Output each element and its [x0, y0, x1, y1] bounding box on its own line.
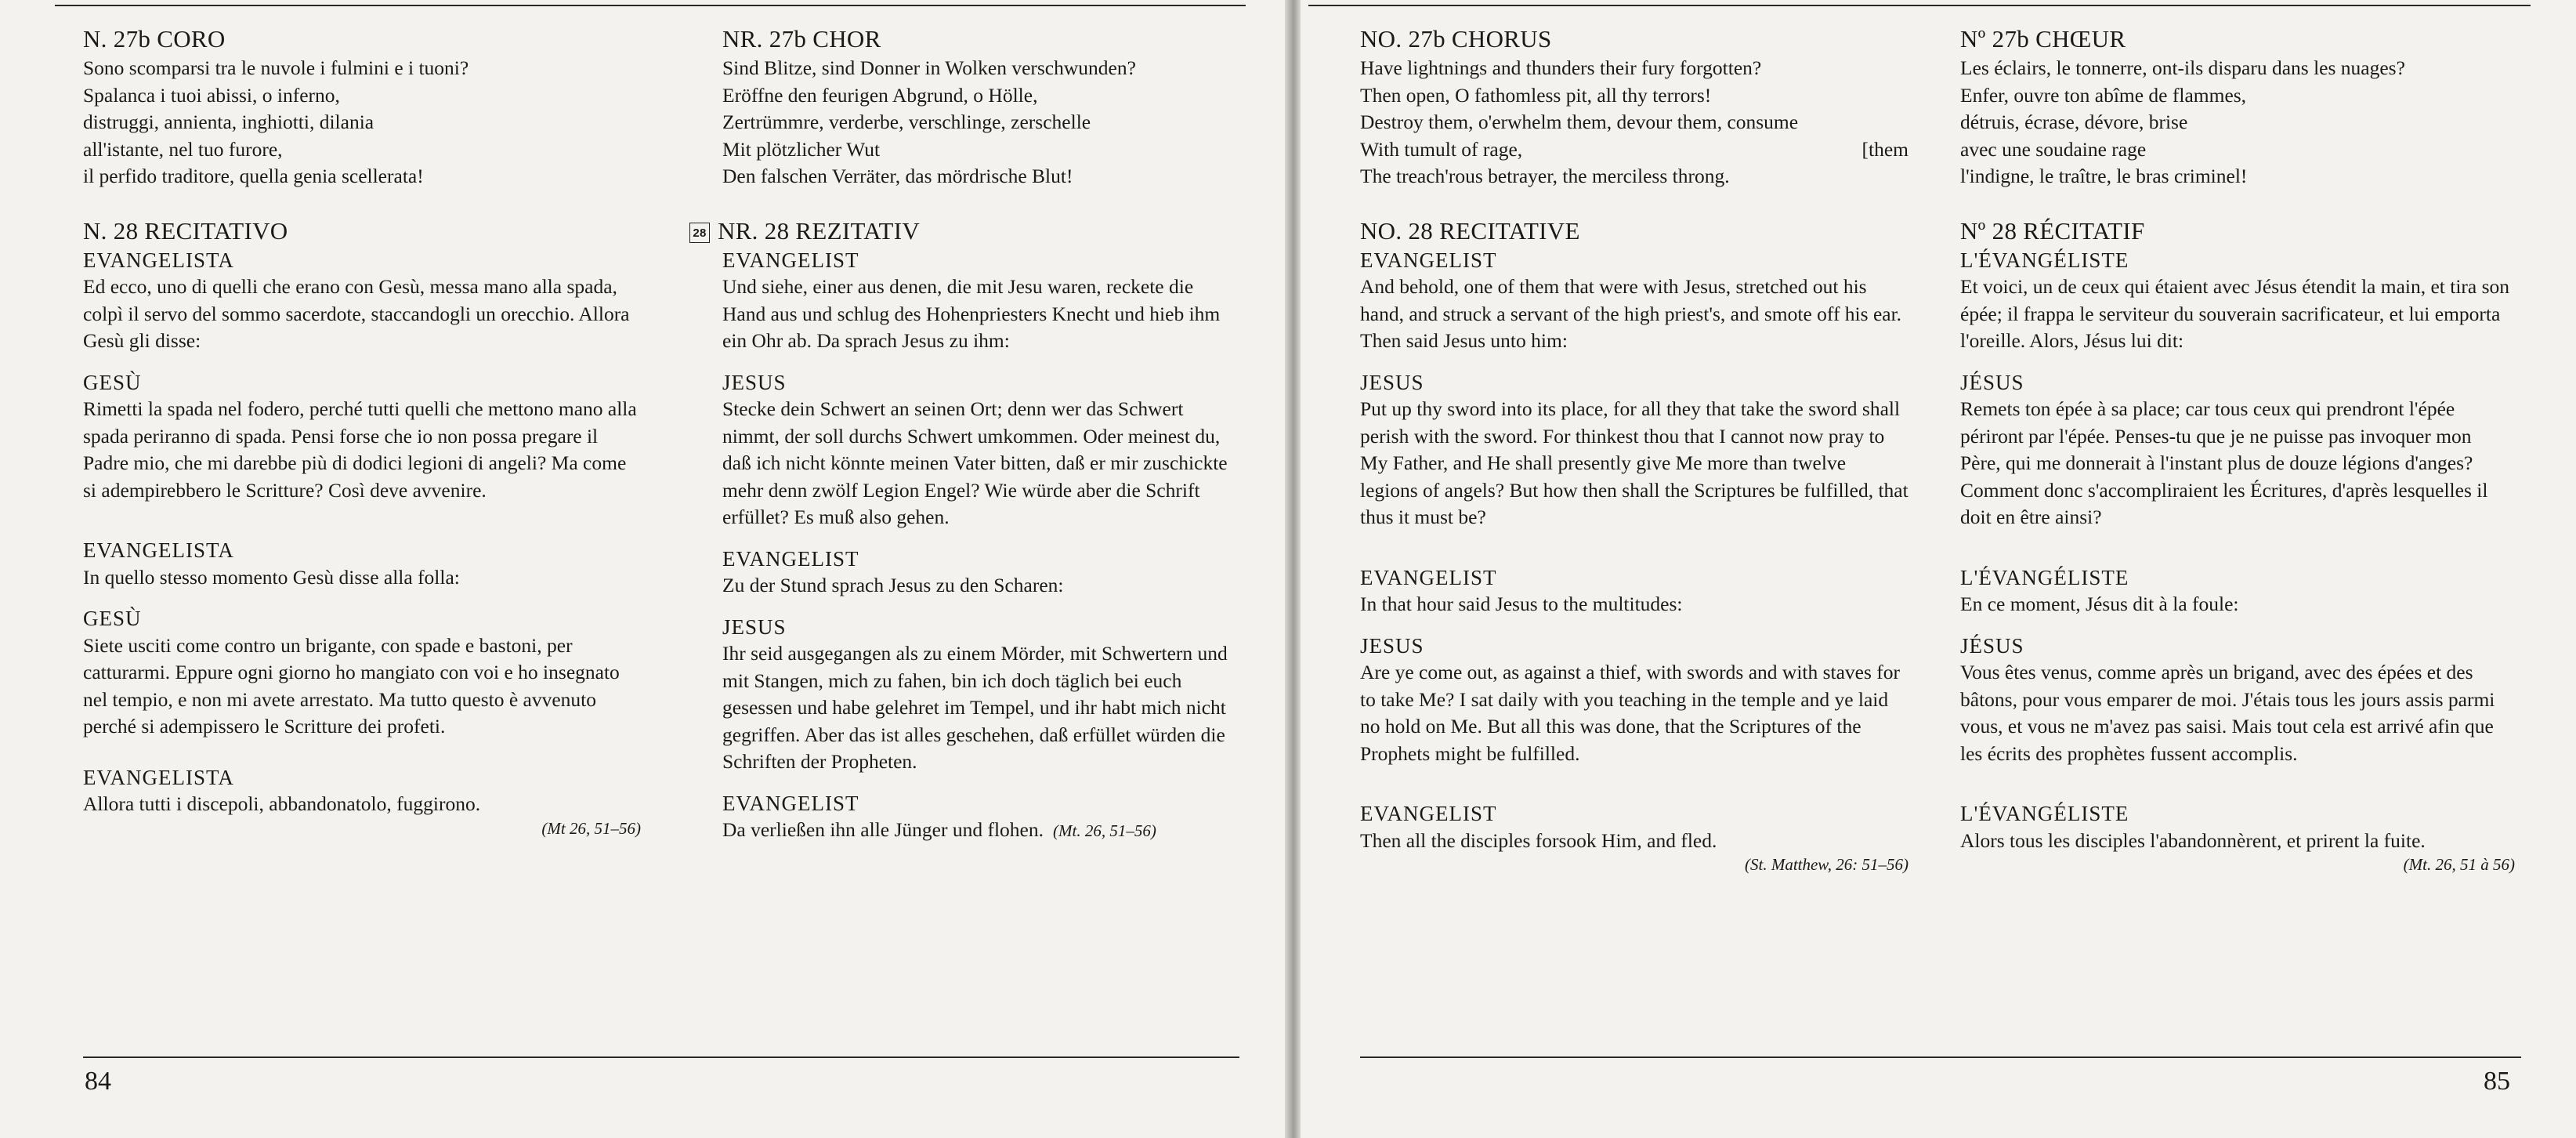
- recitative-text: Siete usciti come contro un brigante, con spade e bastoni, per catturarmi. Eppure ogni giorno ho mangiato con voi e ho insegnato nel tempio, e non mi avete arrestato. Ma tutto questo è avvenuto perché si adempissero le Scritture dei profeti.: [83, 633, 620, 738]
- recitative-text: Vous êtes venus, comme après un brigand, avec des épées et des bâtons, pour vous emparer de moi. J'étais tous les jours assis parmi vous, et vous ne m'avez pas saisi. Mais tout cela est arrivé afin que les écrits des prophètes fussent accomplis.: [1960, 661, 2495, 765]
- right-page: [1301, 0, 2576, 1138]
- speaker-label: EVANGELISTA: [83, 538, 234, 562]
- speaker-label: EVANGELIST: [722, 791, 859, 815]
- recitative-text: En ce moment, Jésus dit à la foule:: [1960, 593, 2239, 615]
- top-rule: [1308, 5, 2531, 6]
- chorus-line: Eröffne den feurigen Abgrund, o Hölle,: [722, 83, 1038, 107]
- speaker-label: EVANGELISTA: [83, 248, 234, 272]
- recitative-text: Put up thy sword into its place, for all they that take the sword shall perish with the sword. For thinkest thou that I cannot now pray to My Father, and He shall presently give Me more than twelve legions of angels? But how then shall the Scriptures be fulfilled, that thus it must be?: [1360, 397, 1908, 528]
- recitative-text: Rimetti la spada nel fodero, perché tutti quelli che mettono mano alla spada periranno di spada. Pensi forse che io non possa pregare il Padre mio, che mi darebbe più di dodici legioni di angeli? Ma come si adempirebbero le Scritture? Così deve avvenire.: [83, 397, 637, 502]
- recitative-text: Da verließen ihn alle Jünger und flohen.: [722, 818, 1044, 841]
- scripture-reference: (Mt 26, 51–56): [541, 818, 641, 838]
- chorus-heading: NO. 27b CHORUS: [1360, 25, 1552, 53]
- recitative-heading: N. 28 RECITATIVO: [83, 216, 288, 245]
- speaker-label: EVANGELIST: [1360, 565, 1497, 589]
- chorus-line: Have lightnings and thunders their fury forgotten?: [1360, 56, 1762, 79]
- chorus-line: Zertrümmre, verderbe, verschlinge, zerschelle: [722, 111, 1091, 133]
- recitative-text: Alors tous les disciples l'abandonnèrent, et prirent la fuite.: [1960, 828, 2426, 852]
- track-marker-box: 28: [689, 223, 710, 243]
- chorus-heading: Nº 27b CHŒUR: [1960, 25, 2126, 53]
- recitative-text: Allora tutti i discepoli, abbandonatolo, fuggirono.: [83, 792, 481, 815]
- french-column: [1960, 24, 2515, 875]
- italian-column: [83, 24, 641, 839]
- speaker-label: EVANGELISTA: [83, 765, 234, 789]
- recitative-text: And behold, one of them that were with Jesus, stretched out his hand, and struck a servant of the high priest's, and smote off his ear. Then said Jesus unto him:: [1360, 275, 1902, 352]
- chorus-line: il perfido traditore, quella genia scellerata!: [83, 165, 424, 187]
- chorus-line: Spalanca i tuoi abissi, o inferno,: [83, 83, 340, 107]
- chorus-line: l'indigne, le traître, le bras criminel!: [1960, 165, 2248, 187]
- scripture-reference: (Mt. 26, 51 à 56): [2403, 855, 2515, 874]
- recitative-text: Ed ecco, uno di quelli che erano con Gesù, messa mano alla spada, colpì il servo del sommo sacerdote, staccandogli un orecchio. Allora Gesù gli disse:: [83, 275, 630, 352]
- chorus-line: The treach'rous betrayer, the merciless throng.: [1360, 165, 1730, 187]
- chorus-line: distruggi, annienta, inghiotti, dilania: [83, 111, 374, 133]
- recitative-text: Zu der Stund sprach Jesus zu den Scharen:: [722, 574, 1064, 596]
- page-number: 85: [2484, 1067, 2510, 1096]
- speaker-label: EVANGELIST: [1360, 248, 1497, 272]
- chorus-heading: N. 27b CORO: [83, 25, 226, 53]
- chorus-heading: NR. 27b CHOR: [722, 25, 881, 53]
- speaker-label: JESUS: [1360, 370, 1424, 394]
- speaker-label: GESÙ: [83, 370, 142, 394]
- speaker-label: L'ÉVANGÉLISTE: [1960, 802, 2129, 825]
- chorus-line: détruis, écrase, dévore, brise: [1960, 111, 2188, 133]
- book-gutter: [1285, 0, 1301, 1138]
- recitative-text: Then all the disciples forsook Him, and fled.: [1360, 828, 1717, 852]
- speaker-label: GESÙ: [83, 607, 142, 630]
- speaker-label: EVANGELIST: [722, 248, 859, 272]
- speaker-label: JESUS: [1360, 633, 1424, 658]
- left-page: [0, 0, 1285, 1138]
- recitative-text: Are ye come out, as against a thief, with swords and with staves for to take Me? I sat daily with you teaching in the temple and ye laid no hold on Me. But all this was done, that the Scriptures of the Prophets might be fulfilled.: [1360, 661, 1901, 765]
- recitative-text-row: [722, 817, 1239, 844]
- recitative-heading: Nº 28 RÉCITATIF: [1960, 216, 2145, 245]
- chorus-line: Les éclairs, le tonnerre, ont-ils disparu dans les nuages?: [1960, 56, 2405, 79]
- chorus-line-overflow: [them: [1861, 137, 1908, 161]
- speaker-label: L'ÉVANGÉLISTE: [1960, 248, 2129, 272]
- recitative-text: Und siehe, einer aus denen, die mit Jesu waren, reckete die Hand aus und schlug des Hohenpriesters Knecht und hieb ihm ein Ohr ab. Da sprach Jesus zu ihm:: [722, 275, 1221, 352]
- speaker-label: EVANGELIST: [722, 546, 859, 571]
- german-column: [693, 24, 1239, 844]
- recitative-heading: NO. 28 RECITATIVE: [1360, 216, 1580, 245]
- bottom-rule: [1360, 1056, 2521, 1058]
- english-column: [1360, 24, 1908, 875]
- scripture-reference: (St. Matthew, 26: 51–56): [1745, 855, 1908, 874]
- recitative-text: Ihr seid ausgegangen als zu einem Mörder, mit Schwertern und mit Stangen, mich zu fahen, bin ich doch täglich bei euch gesessen und habe gelehret im Tempel, und ihr habt mich nicht gegriffen. Aber das ist alles geschehen, daß erfüllet würden die Schriften der Propheten.: [722, 642, 1228, 773]
- page-number: 84: [85, 1067, 111, 1096]
- chorus-line: Destroy them, o'erwhelm them, devour them, consume: [1360, 111, 1799, 133]
- chorus-line: avec une soudaine rage: [1960, 137, 2147, 161]
- bottom-rule: [83, 1056, 1239, 1058]
- recitative-text: Et voici, un de ceux qui étaient avec Jésus étendit la main, et tira son épée; il frappa le serviteur du souverain sacrificateur, et lui emporta l'oreille. Alors, Jésus lui dit:: [1960, 275, 2510, 352]
- speaker-label: JÉSUS: [1960, 370, 2024, 394]
- speaker-label: JESUS: [722, 370, 787, 394]
- speaker-label: JESUS: [722, 614, 787, 639]
- recitative-heading-row: [689, 216, 1239, 247]
- recitative-heading: NR. 28 REZITATIV: [718, 216, 921, 245]
- recitative-text: In quello stesso momento Gesù disse alla folla:: [83, 565, 460, 589]
- chorus-line: all'istante, nel tuo furore,: [83, 137, 283, 161]
- recitative-text: Remets ton épée à sa place; car tous ceux qui prendront l'épée périront par l'épée. Penses-tu que je ne puisse pas invoquer mon Père, qui me donnerait à l'instant plus de douze légions d'anges? Comment donc s'accompliraient les Écritures, d'après lesquelles il doit en être ainsi?: [1960, 397, 2488, 528]
- scripture-reference: (Mt. 26, 51–56): [1053, 821, 1156, 840]
- chorus-line: Sind Blitze, sind Donner in Wolken verschwunden?: [722, 56, 1136, 79]
- top-rule: [55, 5, 1246, 6]
- recitative-text: Stecke dein Schwert an seinen Ort; denn wer das Schwert nimmt, der soll durchs Schwert umkommen. Oder meinest du, daß ich nicht könnte meinen Vater bitten, daß er mir zuschickte mehr denn zwölf Legion Engel? Wie würde aber die Schrift erfüllet? Es muß also gehen.: [722, 397, 1228, 528]
- chorus-line: Sono scomparsi tra le nuvole i fulmini e i tuoni?: [83, 56, 469, 79]
- speaker-label: EVANGELIST: [1360, 802, 1497, 825]
- speaker-label: JÉSUS: [1960, 633, 2024, 658]
- chorus-line: Mit plötzlicher Wut: [722, 137, 881, 161]
- chorus-line: Then open, O fathomless pit, all thy terrors!: [1360, 83, 1712, 107]
- recitative-text: In that hour said Jesus to the multitudes:: [1360, 593, 1683, 615]
- chorus-line: Den falschen Verräter, das mördrische Blut!: [722, 165, 1073, 187]
- chorus-line: Enfer, ouvre ton abîme de flammes,: [1960, 83, 2247, 107]
- speaker-label: L'ÉVANGÉLISTE: [1960, 565, 2129, 589]
- chorus-line: With tumult of rage,: [1360, 137, 1523, 161]
- chorus-line-row: [1360, 136, 1908, 164]
